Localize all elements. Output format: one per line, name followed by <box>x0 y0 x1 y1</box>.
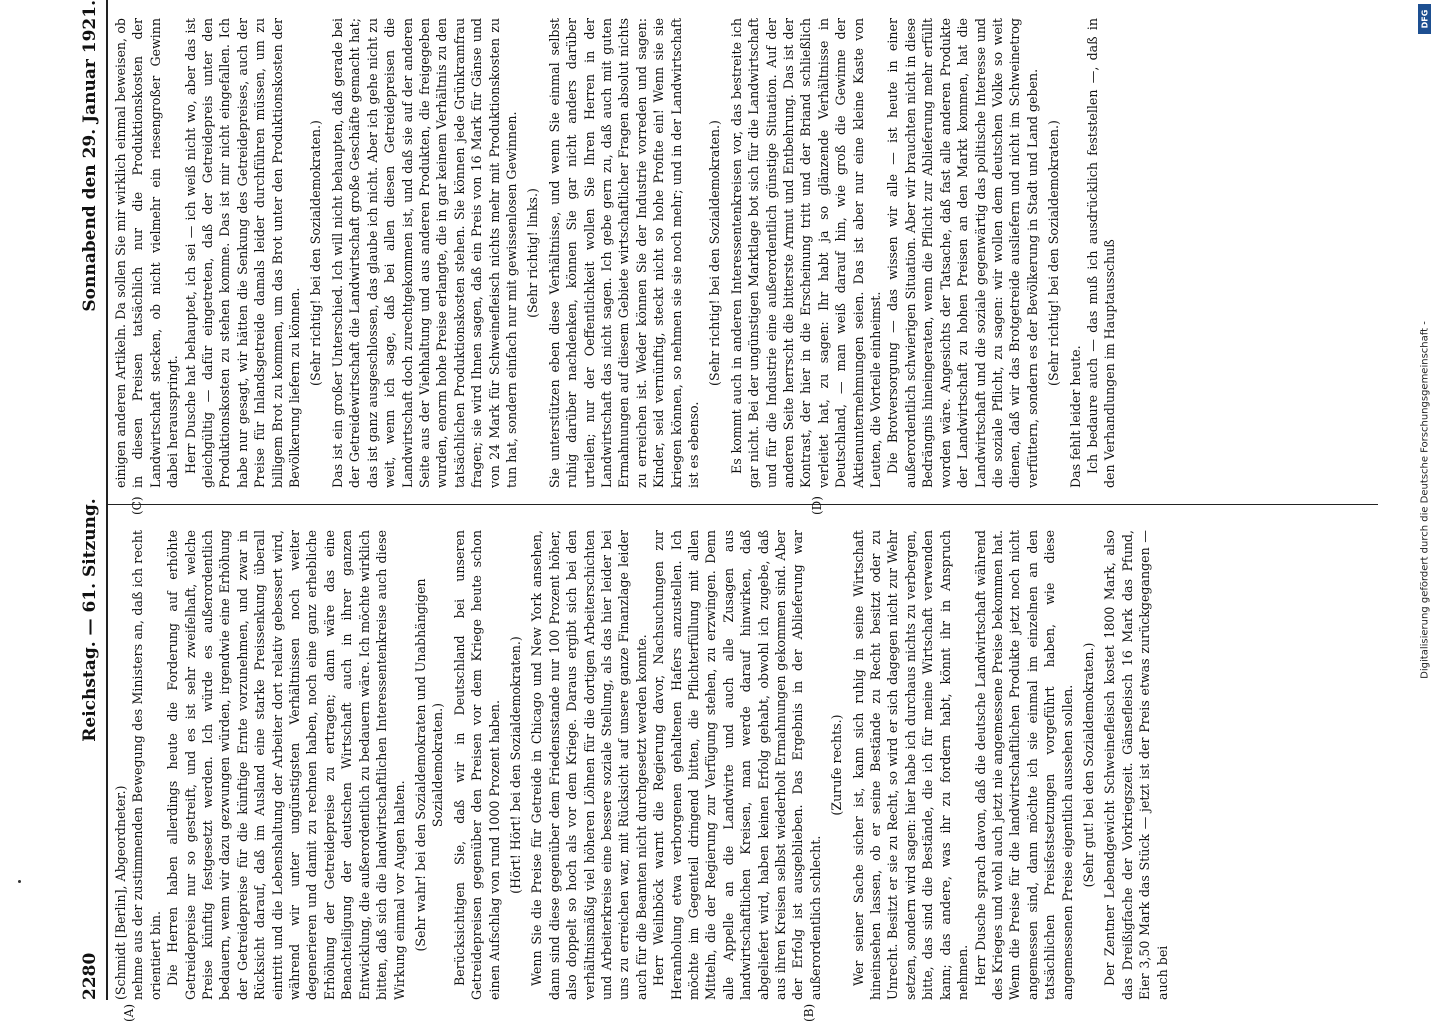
paragraph: Die Brotversorgung — das wissen wir alle — ist heute in einer außerordentlich schwierigen Situation. Aber wir brauchten nicht in diese Bedrängnis hineingeraten, wenn die Pflicht zur Ablieferung mehr erfüllt worden wäre. Angesichts der Tatsache, daß fast alle anderen Produkte der Landwirtschaft zu hohen Preisen an den Markt kommen, hat die Landwirtschaft und die soziale gegenwärtig das politische Interesse und die soziale Pflicht, zu sagen: wir wollen dem deutschen Volke so weit dienen, daß wir das Brotgetreide ausliefern und nicht im Schweinetrog verfüttern, sondern es der Bevölkerung in Stadt und Land geben. <box>885 18 1040 488</box>
paragraph: Die Herren haben allerdings heute die Forderung auf erhöhte Getreidepreise nur so gestreift, und es ist sehr zweifelhaft, welche Preise künftig festgesetzt werden. Ich würde es außerordentlich bedauern, wenn wir dazu gezwungen würden, irgendwie eine Erhöhung der Getreidepreise für die künftige Ernte vorzunehmen, und zwar in Rücksicht darauf, daß im Ausland eine starke Preissenkung überall eintritt und die Lebenshaltung der Arbeiter dort relativ gebessert wird, während wir unter ungünstigsten Verhältnissen noch weiter degenerieren und damit zu rechnen haben, noch eine ganz erhebliche Erhöhung der Getreidepreise zu ertragen; dann wäre das eine Benachteiligung der deutschen Wirtschaft auch in ihrer ganzen Entwicklung, die außerordentlich zu bedauern wäre. Ich möchte wirklich bitten, daß sich die landwirtschaftlichen Interessentenkreise auch diese Wirkung einmal vor Augen halten. <box>165 530 407 1000</box>
paragraph: Berücksichtigen Sie, daß wir in Deutschland bei unseren Getreidepreisen gegenüber den Preisen vor dem Kriege heute schon einen Aufschlag von rund 1000 Prozent haben. <box>451 530 502 1000</box>
paragraph: Es kommt auch in anderen Interessentenkreisen vor, das bestreite ich gar nicht. Bei der ungünstigen Marktlage bot sich für die Landwirtschaft und für die Industrie eine außerordentlich günstige Situation. Auf der anderen Seite herrscht die bitterste Armut und Entbehrung. Das ist der Kontrast, der hier in die Erscheinung tritt und der Briand schließlich verleitet hat, zu sagen: Ihr habt ja so glänzende Verhältnisse in Deutschland, — man weiß darauf hin, wie groß die Gewinne der Aktienunternehmungen seien. Das ist aber nur eine kleine Kaste von Leuten, die Vorteile einheimst. <box>728 18 884 488</box>
page-content <box>50 0 1395 1022</box>
left-column <box>112 530 1171 1000</box>
interjection: (Zurufe rechts.) <box>829 714 845 816</box>
interjection: (Sehr richtig! bei den Sozialdemokraten.) <box>308 120 324 386</box>
margin-marker-d: (D) <box>810 496 824 515</box>
right-column <box>112 18 1119 488</box>
paragraph: Sie unterstützen eben diese Verhältnisse, und wenn Sie einmal selbst ruhig darüber nachdenken, können Sie gar nicht anders darüber urteilen; nur der Oeffentlichkeit wollen Sie Ihren Herren in der Landwirtschaft das nicht sagen. Ich gebe gern zu, daß auch mit guten Ermahnungen auf diesem Gebiete wirtschaftlicher Fragen absolut nichts zu erreichen ist. Weder können Sie der Industrie vorreden und sagen: Kinder, seid vernünftig, steckt nicht so hohe Profite ein! Wenn sie sie kriegen können, so nehmen sie sie noch mehr; und in der Landwirtschaft ist es ebenso. <box>546 18 701 488</box>
column-divider <box>108 504 1378 505</box>
interjection: (Sehr richtig! links.) <box>525 188 541 318</box>
paragraph: Wer seiner Sache sicher ist, kann sich ruhig in seine Wirtschaft hineinsehen lassen, ob er seine Bestände zu Recht besitzt oder zu Unrecht. Besitzt er sie zu Recht, so wird er sich dagegen nicht zur Wehr setzen, sondern wird sagen: hier habe ich durchaus nichts zu verbergen, bitte, das sind die Bestände, die ich für meine Wirtschaft verwenden kann; das andere, was ihr zu fordern habt, könnt ihr in Anspruch nehmen. <box>850 530 971 1000</box>
dfg-logo-text: DFG <box>1420 9 1429 29</box>
margin-marker-b: (B) <box>802 1003 816 1022</box>
paragraph: Das ist ein großer Unterschied. Ich will nicht behaupten, daß gerade bei der Getreidewirtschaft die Landwirtschaft große Geschäfte gemacht hat; das ist ganz ausgeschlossen, das glaube ich nicht. Aber ich gehe nicht zu weit, wenn ich sage, daß bei allen diesen Getreidepreisen die Landwirtschaft doch zurechtgekommen ist, und daß sie auf der anderen Seite aus der Viehhaltung und aus anderen Produkten, die freigegeben wurden, enorm hohe Preise erlangte, die in gar keinem Verhältnis zu den tatsächlichen Produktionskosten stehen. Sie können jede Grünkramfrau fragen; sie wird Ihnen sagen, daß ein Preis von 16 Mark für Gänse und von 24 Mark für Schweinefleisch nichts mehr mit Produktionskosten zu tun hat, sondern einfach nur mit gewissenlosen Gewinnen. <box>329 18 519 488</box>
interjection: (Sehr richtig! bei den Sozialdemokraten.) <box>1046 120 1062 386</box>
page-header <box>60 0 100 1000</box>
header-rule <box>106 0 108 1000</box>
margin-marker-c: (C) <box>130 496 144 515</box>
session-date: Sonnabend den 29. Januar 1921. <box>80 0 100 312</box>
interjection: (Hört! Hört! bei den Sozialdemokraten.) <box>507 636 523 894</box>
paragraph: Herr Dusche sprach davon, daß die deutsche Landwirtschaft während des Krieges und wohl auch jetzt nie angemessene Preise bekommen hat. Wenn die Preise für die landwirtschaftlichen Produkte jetzt noch nicht angemessen sind, dann möchte ich sie einmal im einzelnen an den tatsächlichen Preisfestsetzungen vorgeführt haben, wie diese angemessenen Preise eigentlich aussehen sollen. <box>972 530 1075 1000</box>
paragraph: Der Zentner Lebendgewicht Schweinefleisch kostet 1800 Mark, also das Dreißigfache der Vorkriegszeit. Gänsefleisch 16 Mark das Pfund, Eier 3,50 Mark das Stück — jetzt ist der Preis etwas zurückgegangen — auch bei <box>1102 530 1170 1000</box>
interjection: (Sehr wahr! bei den Sozialdemokraten und Unabhängigen Sozialdemokraten.) <box>412 578 446 952</box>
digitization-credit <box>1418 0 1432 1000</box>
interjection: (Sehr richtig! bei den Sozialdemokraten.) <box>707 120 723 386</box>
dfg-logo <box>1418 4 1431 34</box>
paragraph: Herr Weilnböck warnt die Regierung davor, Nachsuchungen zur Heranholung etwa verborgenen gehaltenen Hafers anzustellen. Ich möchte im Gegenteil dringend bitten, die Pflichterfüllung mit allen Mitteln, die der Regierung zur Verfügung stehen, zu erzwingen. Denn alle Appelle an die Landwirte und auch alle Zusagen aus landwirtschaftlichen Kreisen, man werde darauf hinwirken, daß abgeliefert wird, haben keinen Erfolg gehabt, obwohl ich zugebe, daß aus ihren Kreisen selbst wiederholt Ermahnungen gekommen sind. Aber der Erfolg ist ausgeblieben. Das Ergebnis in der Ablieferung war außerordentlich schlecht. <box>651 530 823 1000</box>
digitization-credit-text: Digitalisierung gefördert durch die Deutsche Forschungsgemeinschaft - <box>1419 321 1431 679</box>
paragraph: nehme aus der zustimmenden Bewegung des Ministers an, daß ich recht orientiert bin. <box>130 530 163 1000</box>
paragraph: Wenn Sie die Preise für Getreide in Chicago und New York ansehen, dann sind diese gegenüber dem Friedensstande nur 100 Prozent höher, also doppelt so hoch als vor dem Kriege. Daraus ergibt sich bei den verhältnismäßig viel höheren Löhnen für die dortigen Arbeiterschichten und Arbeiterkreise eine bessere soziale Stellung, als das hier leider bei uns zu erreichen war, mit Rücksicht auf unsere ganze Finanzlage leider auch für die Beamten nicht durchgesetzt werden konnte. <box>529 530 649 1000</box>
speaker-line: (Schmidt [Berlin], Abgeordneter.) <box>113 785 128 1000</box>
paragraph: einigen anderen Artikeln. Da sollen Sie mir wirklich einmal beweisen, ob in diesen Preisen tatsächlich nur die Produktionskosten der Landwirtschaft stecken, ob nicht vielmehr ein riesengroßer Gewinn dabei herausspringt. <box>113 18 181 488</box>
print-speck <box>18 880 21 883</box>
paragraph: Das fehlt leider heute. <box>1067 345 1083 488</box>
interjection: (Sehr gut! bei den Sozialdemokraten.) <box>1080 642 1096 888</box>
page-number: 2280 <box>80 952 100 1000</box>
margin-marker-a: (A) <box>122 1003 136 1022</box>
session-title: Reichstag. — 61. Sitzung. <box>80 498 100 742</box>
paragraph: Ich bedaure auch — das muß ich ausdrücklich feststellen —, daß in den Verhandlungen im Hauptausschuß <box>1084 18 1118 488</box>
paragraph: Herr Dusche hat behauptet, ich sei — ich weiß nicht wo, aber das ist gleichgültig — dafür eingetreten, daß der Getreidepreis unter den Produktionskosten zu stehen komme. Das ist mir nicht eingefallen. Ich habe nur gesagt, wir hätten die Senkung des Getreidepreises, auch der Preise für Inlandsgetreide damals leider durchführen müssen, um zu billigem Brot zu kommen, um das Brot unter den Produktionskosten der Bevölkerung liefern zu können. <box>182 18 303 488</box>
